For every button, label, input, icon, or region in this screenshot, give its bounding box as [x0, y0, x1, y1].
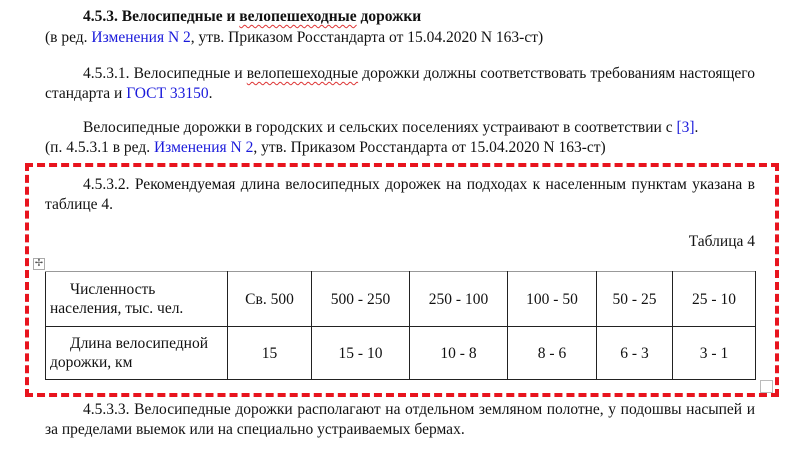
- paragraph-4-5-3-2: 4.5.3.2. Рекомендуемая длина велосипедных дорожек на подходах к населенным пунктам указана в таблице 4.: [45, 176, 755, 213]
- amendment-note: [45, 138, 755, 158]
- table-cell: 15: [228, 327, 312, 380]
- table-4: [45, 271, 756, 380]
- table-resize-handle[interactable]: [760, 380, 773, 393]
- text: (в ред.: [45, 29, 92, 46]
- text: дорожки должны соответствовать требованиям настоящего стандарта и: [45, 65, 755, 102]
- row-header: [46, 327, 228, 380]
- text: 4.5.3.1. Велосипедные и: [83, 65, 247, 82]
- amendment-link[interactable]: Изменения N 2: [153, 139, 254, 156]
- header-line: Численность: [70, 281, 156, 298]
- table-cell: 25 - 10: [673, 272, 756, 327]
- table-cell: 10 - 8: [410, 327, 508, 380]
- heading-number: 4.5.3.: [83, 8, 118, 25]
- spellcheck-word: велопешеходные: [239, 8, 357, 25]
- paragraph-cycle-paths: [45, 118, 755, 138]
- text: Велосипедные дорожки в городских и сельских поселениях устраивают в соответствии с: [83, 119, 677, 136]
- text: , утв. Приказом Росстандарта от 15.04.2020 N 163-ст): [190, 29, 544, 46]
- table-cell: 15 - 10: [312, 327, 410, 380]
- table-cell: Св. 500: [228, 272, 312, 327]
- text: , утв. Приказом Росстандарта от 15.04.2020 N 163-ст): [253, 139, 606, 156]
- table-cell: 3 - 1: [673, 327, 756, 380]
- reference-link[interactable]: [3]: [676, 119, 695, 136]
- text: (п. 4.5.3.1 в ред.: [45, 139, 154, 156]
- table-move-handle-icon[interactable]: ✢: [34, 258, 44, 269]
- text: .: [694, 119, 699, 136]
- paragraph-4-5-3-1: [45, 64, 755, 104]
- amendment-link[interactable]: Изменения N 2: [91, 29, 191, 46]
- table-caption: Таблица 4: [688, 233, 755, 250]
- table-cell: 500 - 250: [312, 272, 410, 327]
- heading-text: дорожки: [356, 8, 422, 25]
- table-cell: 100 - 50: [508, 272, 597, 327]
- amendment-note: [45, 28, 755, 48]
- section-heading: [45, 7, 755, 27]
- table-row: [46, 327, 756, 380]
- table-cell: 250 - 100: [410, 272, 508, 327]
- heading-text: Велосипедные и: [121, 8, 240, 25]
- header-line: Длина велосипедной: [70, 335, 209, 352]
- text: .: [208, 85, 213, 102]
- table-cell: 6 - 3: [597, 327, 673, 380]
- header-line: дорожки, км: [50, 354, 133, 371]
- row-header: [46, 272, 228, 327]
- header-line: населения, тыс. чел.: [50, 300, 184, 317]
- table-row: [46, 272, 756, 327]
- gost-link[interactable]: ГОСТ 33150: [126, 85, 209, 102]
- spellcheck-word: велопешеходные: [246, 65, 359, 82]
- paragraph-4-5-3-3: 4.5.3.3. Велосипедные дорожки располагают на отдельном земляном полотне, у подошвы насыпей и за пределами выемок или на специально устраиваемых бермах.: [45, 401, 755, 438]
- table-cell: 50 - 25: [597, 272, 673, 327]
- table-cell: 8 - 6: [508, 327, 597, 380]
